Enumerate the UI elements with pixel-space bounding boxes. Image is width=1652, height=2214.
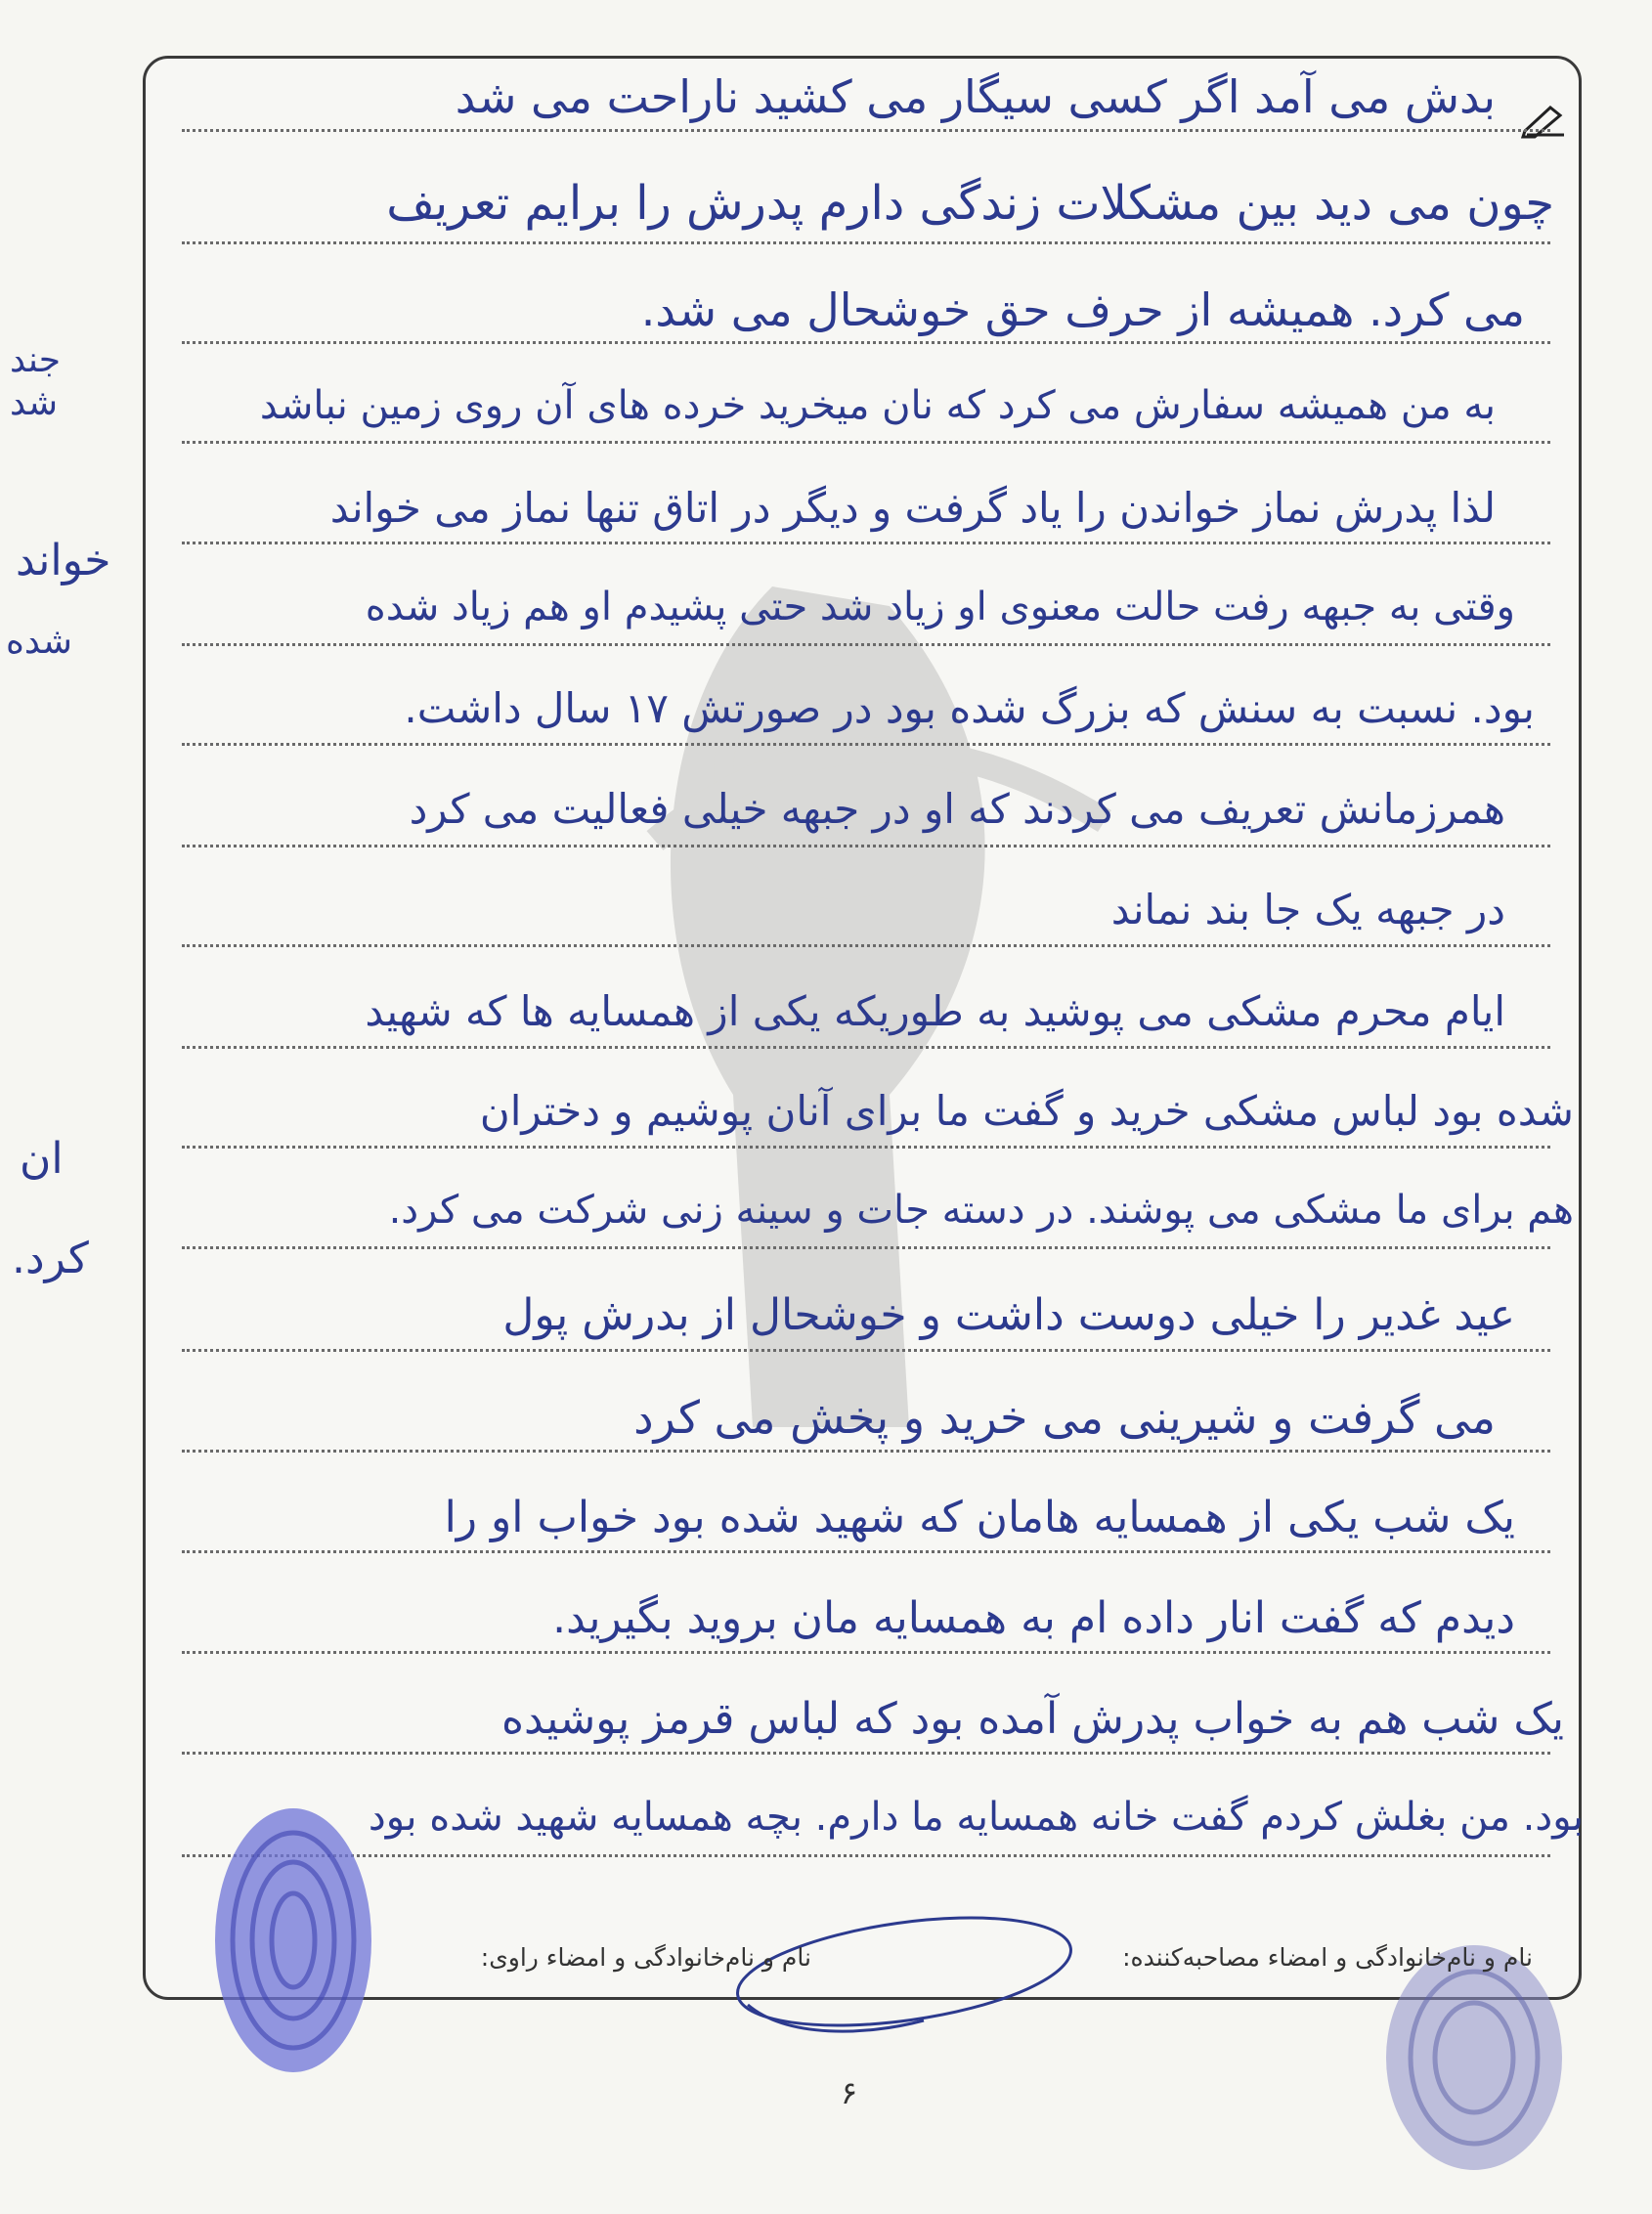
writing-line [182, 1550, 1550, 1553]
writing-line [182, 1752, 1550, 1755]
writing-line [182, 1450, 1550, 1453]
margin-note: ان [20, 1134, 64, 1184]
interviewer-signature-label: نام و نام‌خانوادگی و امضاء مصاحبه‌کننده: [1122, 1943, 1533, 1972]
handwritten-line: بود. نسبت به سنش که بزرگ شده بود در صورتش ۱۷ سال داشت. [404, 684, 1535, 732]
writing-line [182, 1046, 1550, 1049]
handwritten-line: عید غدیر را خیلی دوست داشت و خوشحال از بدرش پول [502, 1290, 1515, 1340]
handwritten-line: یک شب یکی از همسایه هامان که شهید شده بود خواب او را [444, 1493, 1515, 1542]
handwritten-line: می کرد. همیشه از حرف حق خوشحال می شد. [640, 283, 1525, 336]
margin-note: جند [10, 340, 62, 380]
pencil-icon [1521, 102, 1566, 139]
writing-line [182, 341, 1550, 344]
handwritten-line: شده بود لباس مشکی خرید و گفت ما برای آنان پوشیم و دختران [479, 1087, 1574, 1135]
handwritten-line: وقتی به جبهه رفت حالت معنوی او زیاد شد حتی پشیدم او هم زیاد شده [365, 585, 1515, 629]
writing-line [182, 643, 1550, 646]
writing-line [182, 743, 1550, 746]
handwritten-line: می گرفت و شیرینی می خرید و پخش می کرد [633, 1391, 1496, 1444]
margin-note: شد [10, 383, 59, 423]
handwritten-line: دیدم که گفت انار داده ام به همسایه مان بروید بگیرید. [552, 1593, 1515, 1643]
handwritten-line: به من همیشه سفارش می کرد که نان میخرید خرده های آن روی زمین نباشد [259, 383, 1496, 428]
handwritten-line: هم برای ما مشکی می پوشند. در دسته جات و سینه زنی شرکت می کرد. [388, 1188, 1574, 1233]
writing-line [182, 845, 1550, 847]
handwritten-line: بود. من بغلش کردم گفت خانه همسایه ما دارم. بچه همسایه شهید شده بود [368, 1795, 1584, 1840]
handwritten-line: یک شب هم به خواب پدرش آمده بود که لباس قرمز پوشیده [500, 1694, 1564, 1744]
margin-note: خواند [16, 536, 111, 586]
writing-line [182, 944, 1550, 947]
writing-line [182, 1651, 1550, 1654]
writing-line [182, 241, 1550, 244]
handwritten-line: در جبهه یک جا بند نماند [1110, 886, 1505, 933]
handwritten-line: ایام محرم مشکی می پوشید به طوریکه یکی از همسایه ها که شهید [365, 987, 1505, 1035]
margin-note: کرد. [12, 1234, 89, 1283]
writing-line [182, 1854, 1550, 1857]
handwritten-line: همرزمانش تعریف می کردند که او در جبهه خیلی فعالیت می کرد [409, 785, 1505, 833]
narrator-signature-label: نام و نام‌خانوادگی و امضاء راوی: [480, 1943, 811, 1972]
writing-line [182, 129, 1550, 132]
writing-line [182, 441, 1550, 444]
handwritten-line: بدش می آمد اگر کسی سیگار می کشید ناراحت می شد [455, 70, 1496, 123]
writing-line [182, 1146, 1550, 1149]
writing-line [182, 1246, 1550, 1249]
margin-note: شده [6, 622, 72, 662]
handwritten-line: چون می دید بین مشکلات زندگی دارم پدرش را برایم تعریف [386, 176, 1554, 231]
handwritten-line: لذا پدرش نماز خواندن را یاد گرفت و دیگر در اتاق تنها نماز می خواند [329, 484, 1496, 532]
writing-line [182, 1349, 1550, 1352]
writing-line [182, 542, 1550, 544]
page-number: ۶ [841, 2074, 858, 2111]
fingerprint-left [205, 1799, 381, 2082]
